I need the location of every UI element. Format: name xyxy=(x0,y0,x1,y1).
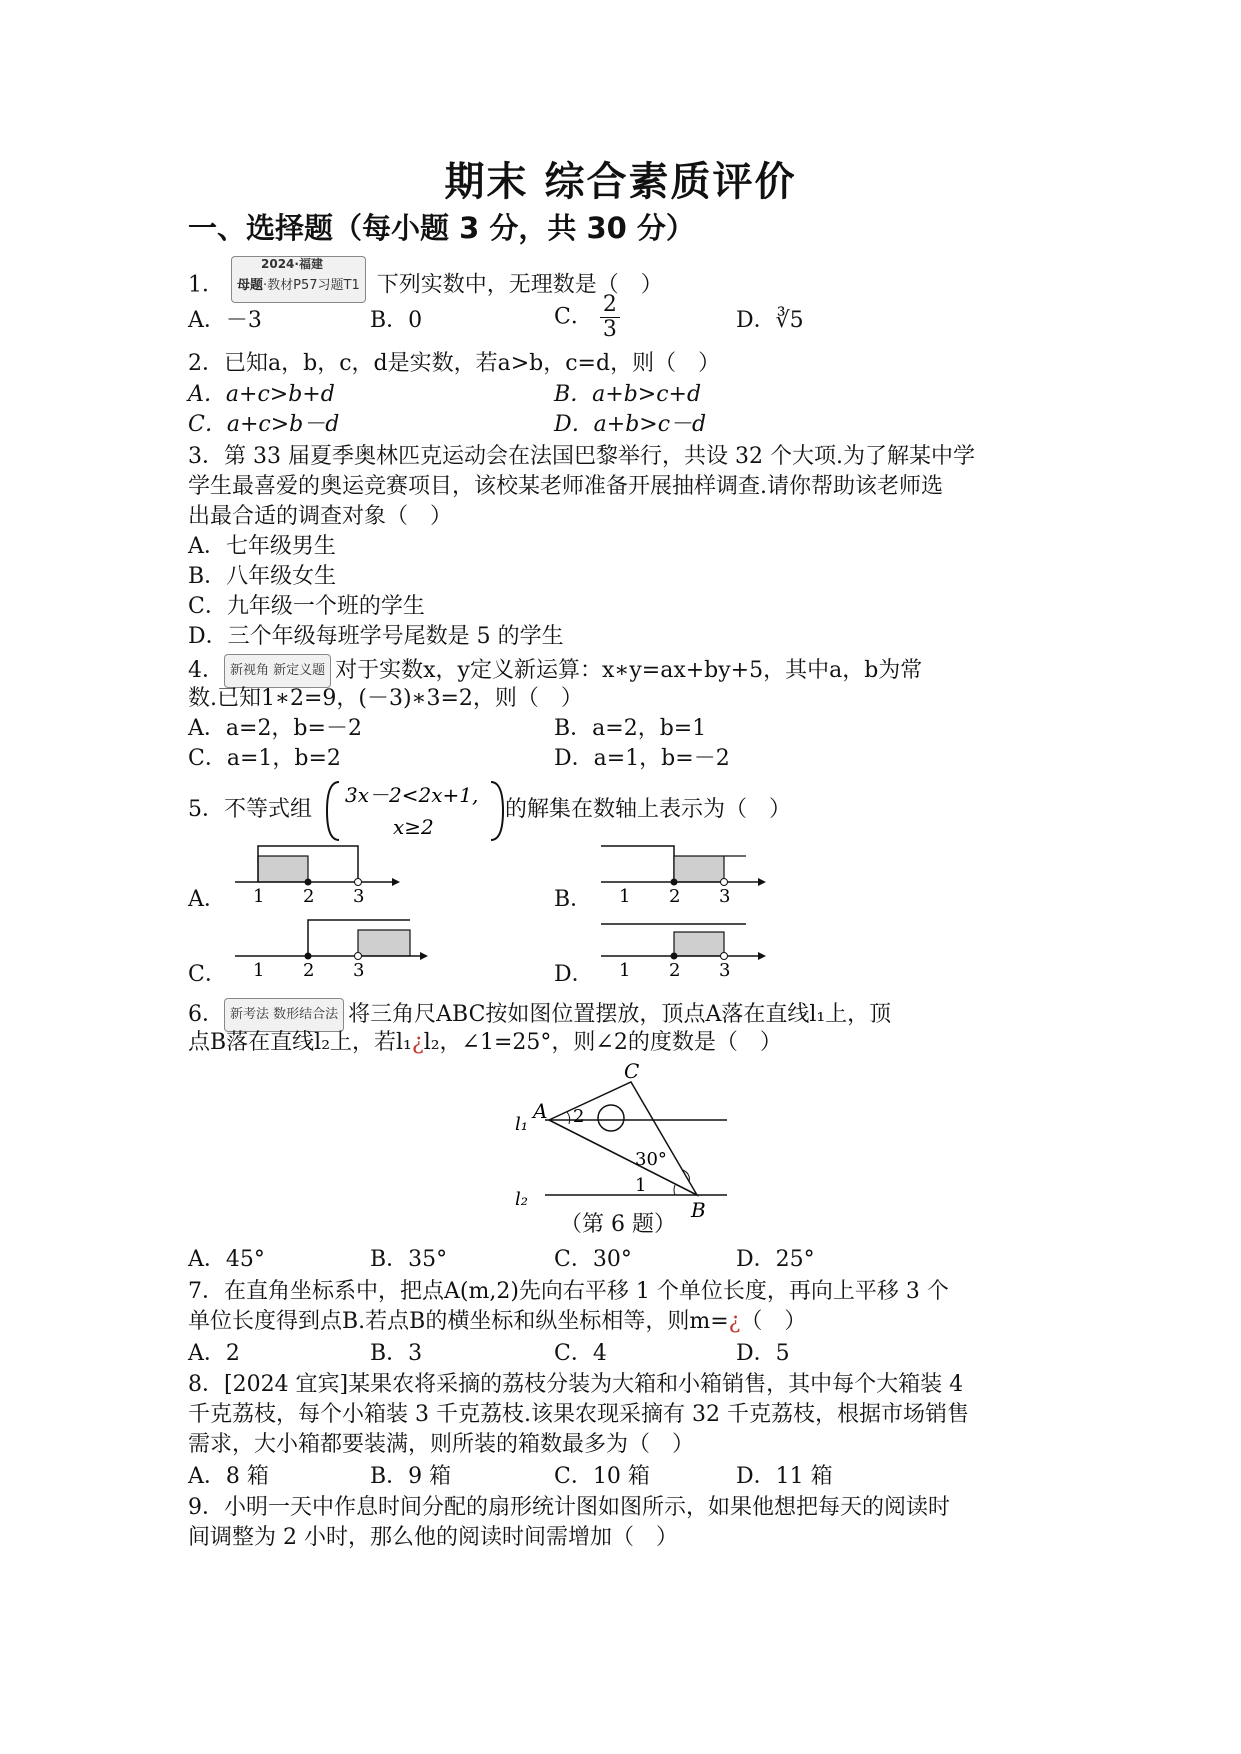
page-title: 期末 综合素质评价 xyxy=(444,159,797,205)
section-heading: 一、选择题（每小题 3 分，共 30 分） xyxy=(188,211,695,245)
question-3-line-3: 出最合适的调查对象（ ） xyxy=(188,504,453,529)
q8-option-d: D．11 箱 xyxy=(736,1464,833,1489)
q3-option-b: B．八年级女生 xyxy=(188,564,337,589)
question-4-line-1: 4． 新视角 新定义题 对于实数x，y定义新运算：x∗y=ax+by+5，其中a，b为常 xyxy=(188,654,922,688)
svg-text:l₂: l₂ xyxy=(515,1189,528,1210)
svg-text:2: 2 xyxy=(669,886,681,907)
question-3-line-2: 学生最喜爱的奥运竞赛项目，该校某老师准备开展抽样调查.请你帮助该老师选 xyxy=(188,474,943,499)
svg-text:2: 2 xyxy=(303,886,315,907)
question-7-line-1: 7．在直角坐标系中，把点A(m,2)先向右平移 1 个单位长度，再向上平移 3 个 xyxy=(188,1279,949,1304)
question-4-line-2: 数.已知1∗2=9，(－3)∗3=2，则（ ） xyxy=(188,686,583,711)
question-9-line-1: 9．小明一天中作息时间分配的扇形统计图如图所示，如果他想把每天的阅读时 xyxy=(188,1495,950,1520)
q5-option-b: B． xyxy=(554,887,593,912)
question-3-line-1: 3．第 33 届夏季奥林匹克运动会在法国巴黎举行，共设 32 个大项.为了解某中学 xyxy=(188,444,975,469)
fraction: $\frac{2}{3}$ xyxy=(600,293,620,342)
figure-caption: （第 6 题） xyxy=(560,1212,676,1237)
q3-option-d: D．三个年级每班学号尾数是 5 的学生 xyxy=(188,624,564,649)
q7-option-b: B．3 xyxy=(370,1341,423,1366)
svg-text:2: 2 xyxy=(669,960,681,981)
q1-option-c: C． $\frac{2}{3}$ xyxy=(554,293,620,342)
q1-option-d: D．∛5 xyxy=(736,308,804,333)
svg-text:3: 3 xyxy=(353,886,365,907)
svg-text:3: 3 xyxy=(719,960,731,981)
number-line-c xyxy=(230,912,430,982)
number-line-d xyxy=(596,912,766,982)
q6-option-c: C．30° xyxy=(554,1247,632,1272)
question-5-tail: 的解集在数轴上表示为（ ） xyxy=(505,797,792,822)
q4-option-d: D．a=1，b=－2 xyxy=(554,746,730,771)
svg-text:1: 1 xyxy=(253,960,265,981)
q8-option-c: C．10 箱 xyxy=(554,1464,650,1489)
svg-text:1: 1 xyxy=(635,1175,647,1196)
svg-text:2: 2 xyxy=(573,1106,585,1127)
q5-option-a: A． xyxy=(188,887,226,912)
question-number: 1． xyxy=(188,272,224,298)
question-2: 2．已知a，b，c，d是实数，若a>b，c=d，则（ ） xyxy=(188,351,721,376)
q5-option-c: C． xyxy=(188,962,227,987)
svg-text:A: A xyxy=(533,1099,548,1123)
q7-option-c: C．4 xyxy=(554,1341,607,1366)
question-8-line-2: 千克荔枝，每个小箱装 3 千克荔枝.该果农现采摘有 32 千克荔枝，根据市场销售 xyxy=(188,1402,969,1427)
q7-option-d: D．5 xyxy=(736,1341,790,1366)
q7-option-a: A．2 xyxy=(188,1341,240,1366)
q2-option-a: A．a+c>b+d xyxy=(188,382,335,407)
q2-option-b: B．a+b>c+d xyxy=(554,382,702,407)
q8-option-a: A．8 箱 xyxy=(188,1464,269,1489)
number-line-a xyxy=(230,838,400,908)
source-badge: 2024·福建 母题·教材P57习题T1 xyxy=(231,256,366,303)
svg-text:1: 1 xyxy=(619,960,631,981)
system-eq-2: x≥2 xyxy=(393,815,434,839)
q6-option-b: B．35° xyxy=(370,1247,448,1272)
q6-option-a: A．45° xyxy=(188,1247,265,1272)
question-text: 下列实数中，无理数是（ ） xyxy=(376,272,663,298)
svg-text:3: 3 xyxy=(353,960,365,981)
triangle-figure xyxy=(505,1058,745,1223)
new-method-badge: 新考法 数形结合法 xyxy=(224,998,344,1032)
q2-option-c: C．a+c>b－d xyxy=(188,412,340,437)
question-7-line-2: 单位长度得到点B.若点B的横坐标和纵坐标相等，则m=¿（ ） xyxy=(188,1309,807,1334)
q1-option-b: B．0 xyxy=(370,308,423,333)
system-eq-1: 3x－2<2x+1, xyxy=(345,783,479,807)
question-9-line-2: 间调整为 2 小时，那么他的阅读时间需增加（ ） xyxy=(188,1525,678,1550)
inequality-system xyxy=(325,778,505,844)
new-view-badge: 新视角 新定义题 xyxy=(224,654,331,688)
svg-text:3: 3 xyxy=(719,886,731,907)
svg-text:1: 1 xyxy=(253,886,265,907)
svg-text:2: 2 xyxy=(303,960,315,981)
q4-option-b: B．a=2，b=1 xyxy=(554,716,707,741)
q6-option-d: D．25° xyxy=(736,1247,815,1272)
question-5: 5．不等式组 xyxy=(188,797,312,822)
svg-text:30°: 30° xyxy=(635,1149,667,1170)
svg-text:C: C xyxy=(624,1059,640,1083)
q1-option-a: A．－3 xyxy=(188,308,262,333)
q4-option-a: A．a=2，b=－2 xyxy=(188,716,362,741)
question-6-line-1: 6． 新考法 数形结合法 将三角尺ABC按如图位置摆放，顶点A落在直线l₁上，顶 xyxy=(188,998,891,1032)
q4-option-c: C．a=1，b=2 xyxy=(188,746,341,771)
number-line-b xyxy=(596,838,766,908)
question-8-line-1: 8．[2024 宜宾]某果农将采摘的荔枝分装为大箱和小箱销售，其中每个大箱装 4 xyxy=(188,1372,964,1397)
question-6-line-2: 点B落在直线l₂上，若l₁¿l₂，∠1=25°，则∠2的度数是（ ） xyxy=(188,1030,782,1055)
q3-option-c: C．九年级一个班的学生 xyxy=(188,594,425,619)
svg-text:B: B xyxy=(691,1198,706,1222)
q2-option-d: D．a+b>c－d xyxy=(554,412,707,437)
q8-option-b: B．9 箱 xyxy=(370,1464,452,1489)
question-8-line-3: 需求，大小箱都要装满，则所装的箱数最多为（ ） xyxy=(188,1432,695,1457)
svg-text:l₁: l₁ xyxy=(515,1114,528,1135)
svg-text:1: 1 xyxy=(619,886,631,907)
q5-option-d: D． xyxy=(554,962,594,987)
q3-option-a: A．七年级男生 xyxy=(188,534,336,559)
